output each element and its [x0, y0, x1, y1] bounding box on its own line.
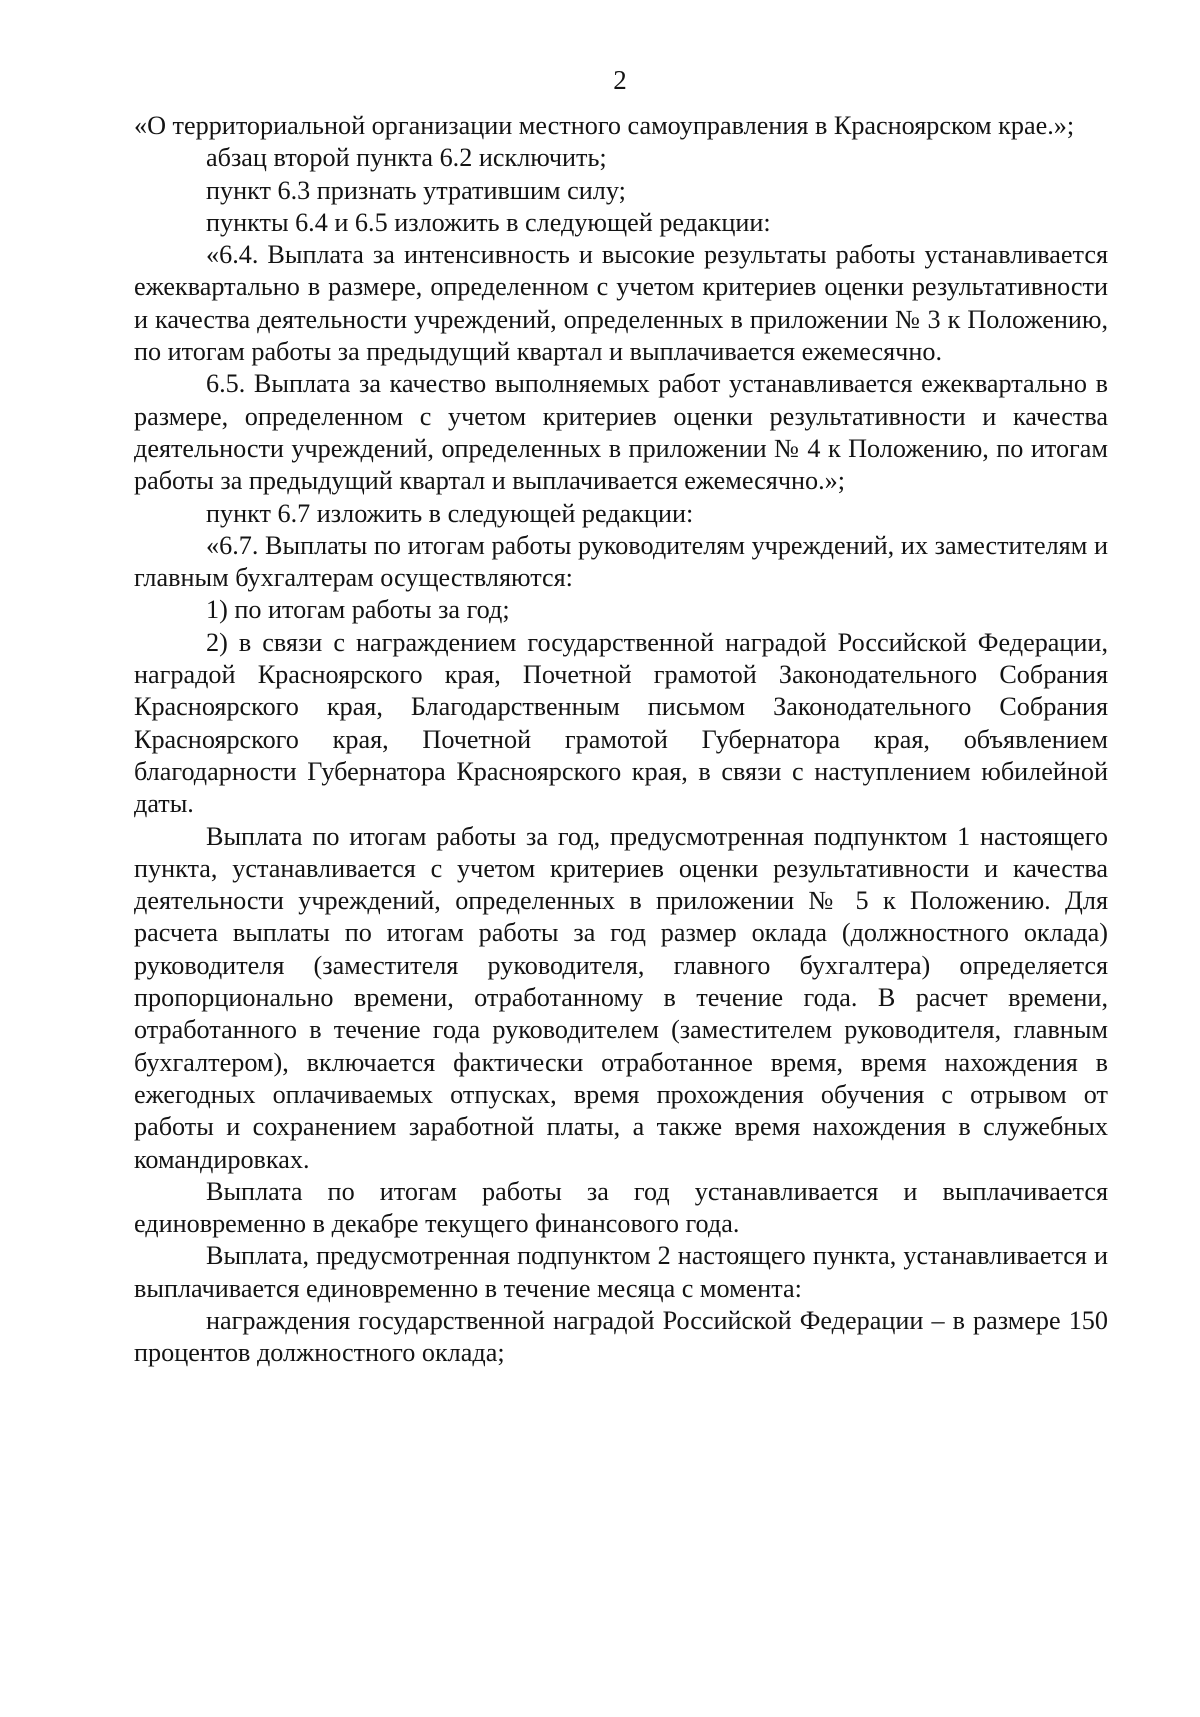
- paragraph-13: Выплата, предусмотренная подпунктом 2 настоящего пункта, устанавливается и выплачивается единовременно в течение месяца с момента:: [134, 1241, 1108, 1303]
- paragraph-9: 1) по итогам работы за год;: [206, 595, 510, 625]
- paragraph-4: пункты 6.4 и 6.5 изложить в следующей редакции:: [206, 207, 771, 237]
- document-body: [134, 110, 1108, 1370]
- paragraph-10: 2) в связи с награждением государственной наградой Российской Федерации, наградой Красноярского края, Почетной грамотой Законодательного Собрания Красноярского края, Благодарственным письмом Законодательного Собрания Красноярского края, Почетной грамотой Губернатора края, объявлением благодарности Губернатора Красноярского края, в связи с наступлением юбилейной даты.: [134, 627, 1108, 819]
- paragraph-14: награждения государственной наградой Российской Федерации – в размере 150 процентов должностного оклада;: [134, 1305, 1108, 1368]
- paragraph-1: «О территориальной организации местного самоуправления в Красноярском крае.»;: [134, 111, 1075, 140]
- page-number: 2: [613, 65, 627, 95]
- paragraph-3: пункт 6.3 признать утратившим силу;: [206, 175, 626, 205]
- paragraph-7: пункт 6.7 изложить в следующей редакции:: [206, 498, 694, 528]
- paragraph-6: 6.5. Выплата за качество выполняемых работ устанавливается ежеквартально в размере, определенном с учетом критериев оценки результативности и качества деятельности учреждений, определенных в приложении № 4 к Положению, по итогам работы за предыдущий квартал и выплачивается ежемесячно.»;: [134, 369, 1108, 496]
- paragraph-5: «6.4. Выплата за интенсивность и высокие результаты работы устанавливается ежеквартально в размере, определенном с учетом критериев оценки результативности и качества деятельности учреждений, определенных в приложении № 3 к Положению, по итогам работы за предыдущий квартал и выплачивается ежемесячно.: [134, 240, 1108, 367]
- paragraph-12: Выплата по итогам работы за год устанавливается и выплачивается единовременно в декабре текущего финансового года.: [134, 1176, 1108, 1239]
- paragraph-11: Выплата по итогам работы за год, предусмотренная подпунктом 1 настоящего пункта, устанавливается с учетом критериев оценки результативности и качества деятельности учреждений, определенных в приложении № 5 к Положению. Для расчета выплаты по итогам работы за год размер оклада (должностного оклада) руководителя (заместителя руководителя, главного бухгалтера) определяется пропорционально времени, отработанному в течение года. В расчет времени, отработанного в течение года руководителем (заместителем руководителя, главным бухгалтером), включается фактически отработанное время, время нахождения в ежегодных оплачиваемых отпусках, время прохождения обучения с отрывом от работы и сохранением заработной платы, а также время нахождения в служебных командировках.: [134, 821, 1108, 1174]
- paragraph-2: абзац второй пункта 6.2 исключить;: [206, 143, 607, 173]
- paragraph-8: «6.7. Выплаты по итогам работы руководителям учреждений, их заместителям и главным бухгалтерам осуществляются:: [134, 530, 1108, 593]
